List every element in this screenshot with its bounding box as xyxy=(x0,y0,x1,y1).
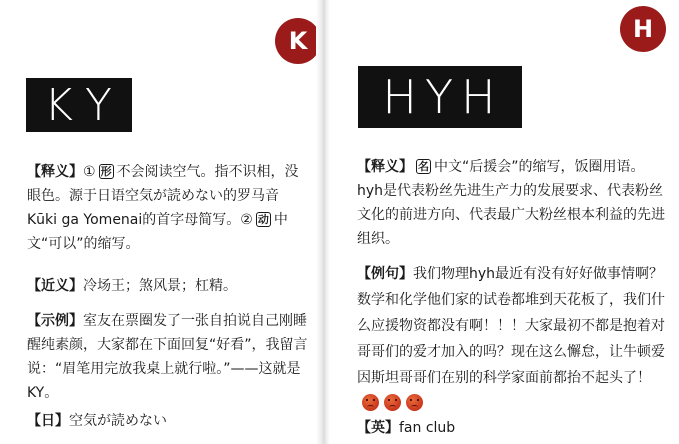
definition-ky xyxy=(27,160,309,256)
pos-tag-verb: 动 xyxy=(257,213,269,226)
angry-face-icon xyxy=(362,394,379,411)
pos-tag-adjective: 形 xyxy=(100,165,112,178)
pos-tag-noun: 名 xyxy=(418,160,429,173)
angry-face-icon xyxy=(406,394,423,411)
synonyms-ky xyxy=(27,274,309,298)
english-text: fan club xyxy=(399,420,456,436)
japanese-text: 空気が読めない xyxy=(69,413,167,429)
definition-text: 中文“后援会”的缩写，饭圈用语。hyh是代表粉丝先进生产力的发展要求、代表粉丝文化的前进方向、代表最广大粉丝根本利益的先进组织。 xyxy=(357,159,665,247)
definition-label: 【释义】 xyxy=(357,159,413,175)
example-text: 室友在票圈发了一张自拍说自己刚睡醒纯素颜，大家都在下面回复“好看”，我留言说：“眉笔用完放我桌上就行啦。”——这就是KY。 xyxy=(27,313,308,401)
sense-number-1: ① xyxy=(83,164,96,180)
headword-hyh: HYH xyxy=(358,66,522,128)
definition-label: 【释义】 xyxy=(27,164,83,180)
example-label: 【例句】 xyxy=(357,266,413,282)
sense-number-2: ② xyxy=(240,212,253,228)
example-ky xyxy=(27,309,309,405)
english-hyh xyxy=(357,416,667,440)
example-hyh xyxy=(357,261,667,417)
letter-badge-k: K xyxy=(275,18,321,64)
left-page xyxy=(0,0,322,444)
example-text: 我们物理hyh最近有没有好好做事情啊？数学和化学他们家的试卷都堆到天花板了，我们什么应援物资都没有啊！！！大家最初不都是抱着对哥哥们的爱才加入的吗？现在这么懈怠，让牛顿爱因斯坦哥哥们在别的科学家面前都抬不起头了！ xyxy=(357,266,665,386)
angry-face-icon xyxy=(384,394,401,411)
english-label: 【英】 xyxy=(357,420,399,436)
japanese-label: 【日】 xyxy=(27,413,69,429)
example-label: 【示例】 xyxy=(27,313,83,329)
definition-text-1: 不会阅读空气。指不识相，没眼色。源于日语空気が読めない的罗马音Kūki ga Yomenai的首字母简写。 xyxy=(27,164,299,228)
japanese-ky xyxy=(27,409,309,433)
definition-hyh xyxy=(357,155,667,251)
headword-ky: KY xyxy=(26,78,132,132)
synonyms-text: 冷场王；煞风景；杠精。 xyxy=(83,278,237,294)
synonyms-label: 【近义】 xyxy=(27,278,83,294)
definition-text-2: 中文“可以”的缩写。 xyxy=(27,212,288,252)
letter-badge-h: H xyxy=(620,6,666,52)
